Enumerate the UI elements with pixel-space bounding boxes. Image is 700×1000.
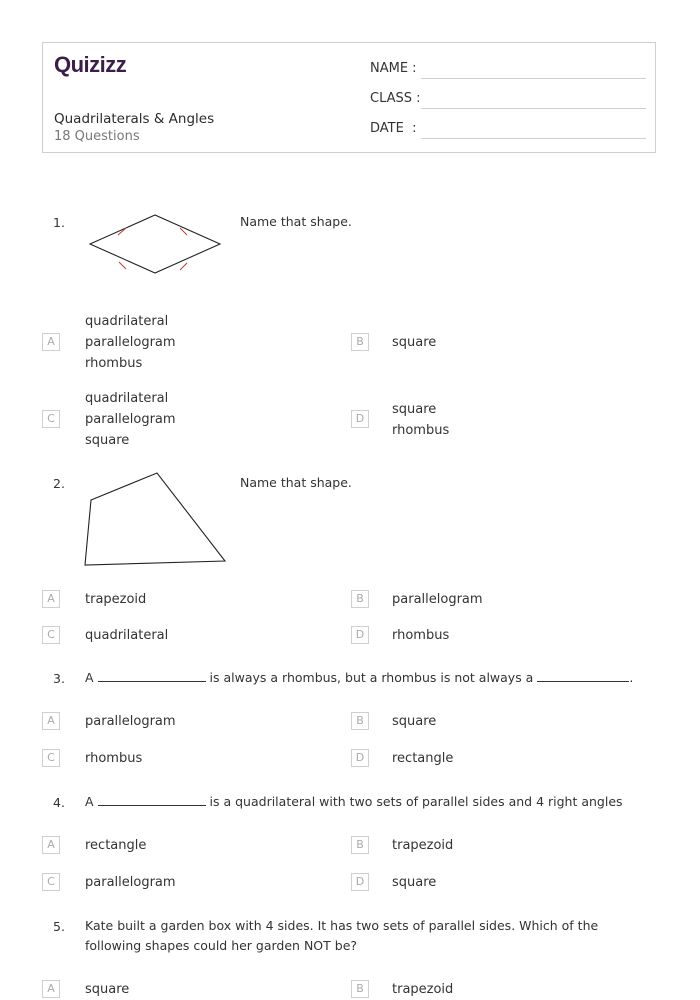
- option-text[interactable]: quadrilateral parallelogram square: [85, 391, 176, 448]
- option-text[interactable]: parallelogram: [392, 592, 483, 607]
- option-text[interactable]: square rhombus: [392, 402, 450, 438]
- option-text[interactable]: square: [392, 875, 437, 890]
- quizizz-logo: Quizizz: [54, 52, 127, 77]
- option-letter-a[interactable]: A: [42, 836, 60, 854]
- option-text[interactable]: square: [392, 335, 437, 350]
- option-letter-a[interactable]: A: [42, 590, 60, 608]
- option-letter-c[interactable]: C: [42, 626, 60, 644]
- option-text[interactable]: parallelogram: [85, 714, 176, 729]
- option-text[interactable]: trapezoid: [392, 982, 454, 997]
- question-number: 3.: [53, 671, 65, 686]
- question-text: Kate built a garden box with 4 sides. It has two sets of parallel sides. Which of the following shapes could her garden NOT be?: [85, 918, 599, 953]
- option-text[interactable]: rhombus: [85, 751, 143, 766]
- option-text[interactable]: trapezoid: [392, 838, 454, 853]
- option-letter-d[interactable]: D: [351, 749, 369, 767]
- option-text[interactable]: rectangle: [392, 751, 454, 766]
- option-letter-a[interactable]: A: [42, 980, 60, 998]
- option-letter-d[interactable]: D: [351, 410, 369, 428]
- question-text: Name that shape.: [240, 475, 352, 490]
- option-text[interactable]: quadrilateral: [85, 628, 169, 643]
- question-text: Name that shape.: [240, 214, 352, 229]
- option-text[interactable]: rectangle: [85, 838, 147, 853]
- question-number: 5.: [53, 919, 65, 934]
- option-text[interactable]: square: [85, 982, 130, 997]
- option-letter-d[interactable]: D: [351, 873, 369, 891]
- question-number: 4.: [53, 795, 65, 810]
- question-number: 2.: [53, 476, 65, 491]
- fill-in-blank: [537, 668, 629, 682]
- option-text[interactable]: square: [392, 714, 437, 729]
- option-letter-b[interactable]: B: [351, 712, 369, 730]
- rhombus-diagram: [85, 212, 225, 287]
- class-label: CLASS :: [370, 91, 421, 106]
- name-line[interactable]: [421, 78, 646, 79]
- option-letter-b[interactable]: B: [351, 333, 369, 351]
- date-label: DATE :: [370, 121, 417, 136]
- option-letter-c[interactable]: C: [42, 749, 60, 767]
- option-letter-d[interactable]: D: [351, 626, 369, 644]
- option-text[interactable]: parallelogram: [85, 875, 176, 890]
- option-letter-a[interactable]: A: [42, 712, 60, 730]
- worksheet-title: Quadrilaterals & Angles: [54, 111, 215, 127]
- option-letter-b[interactable]: B: [351, 590, 369, 608]
- option-letter-b[interactable]: B: [351, 980, 369, 998]
- question-number: 1.: [53, 215, 65, 230]
- question-text: A is always a rhombus, but a rhombus is not always a .: [85, 670, 634, 685]
- class-line[interactable]: [421, 108, 646, 109]
- name-label: NAME :: [370, 61, 417, 76]
- fill-in-blank: [98, 792, 206, 806]
- option-text[interactable]: quadrilateral parallelogram rhombus: [85, 314, 176, 371]
- question-text: A is a quadrilateral with two sets of parallel sides and 4 right angles: [85, 794, 623, 809]
- question-count: 18 Questions: [54, 129, 140, 144]
- option-letter-b[interactable]: B: [351, 836, 369, 854]
- option-letter-c[interactable]: C: [42, 873, 60, 891]
- option-text[interactable]: trapezoid: [85, 592, 147, 607]
- date-line[interactable]: [421, 138, 646, 139]
- option-letter-c[interactable]: C: [42, 410, 60, 428]
- option-text[interactable]: rhombus: [392, 628, 450, 643]
- option-letter-a[interactable]: A: [42, 333, 60, 351]
- quadrilateral-diagram: [82, 470, 232, 570]
- fill-in-blank: [98, 668, 206, 682]
